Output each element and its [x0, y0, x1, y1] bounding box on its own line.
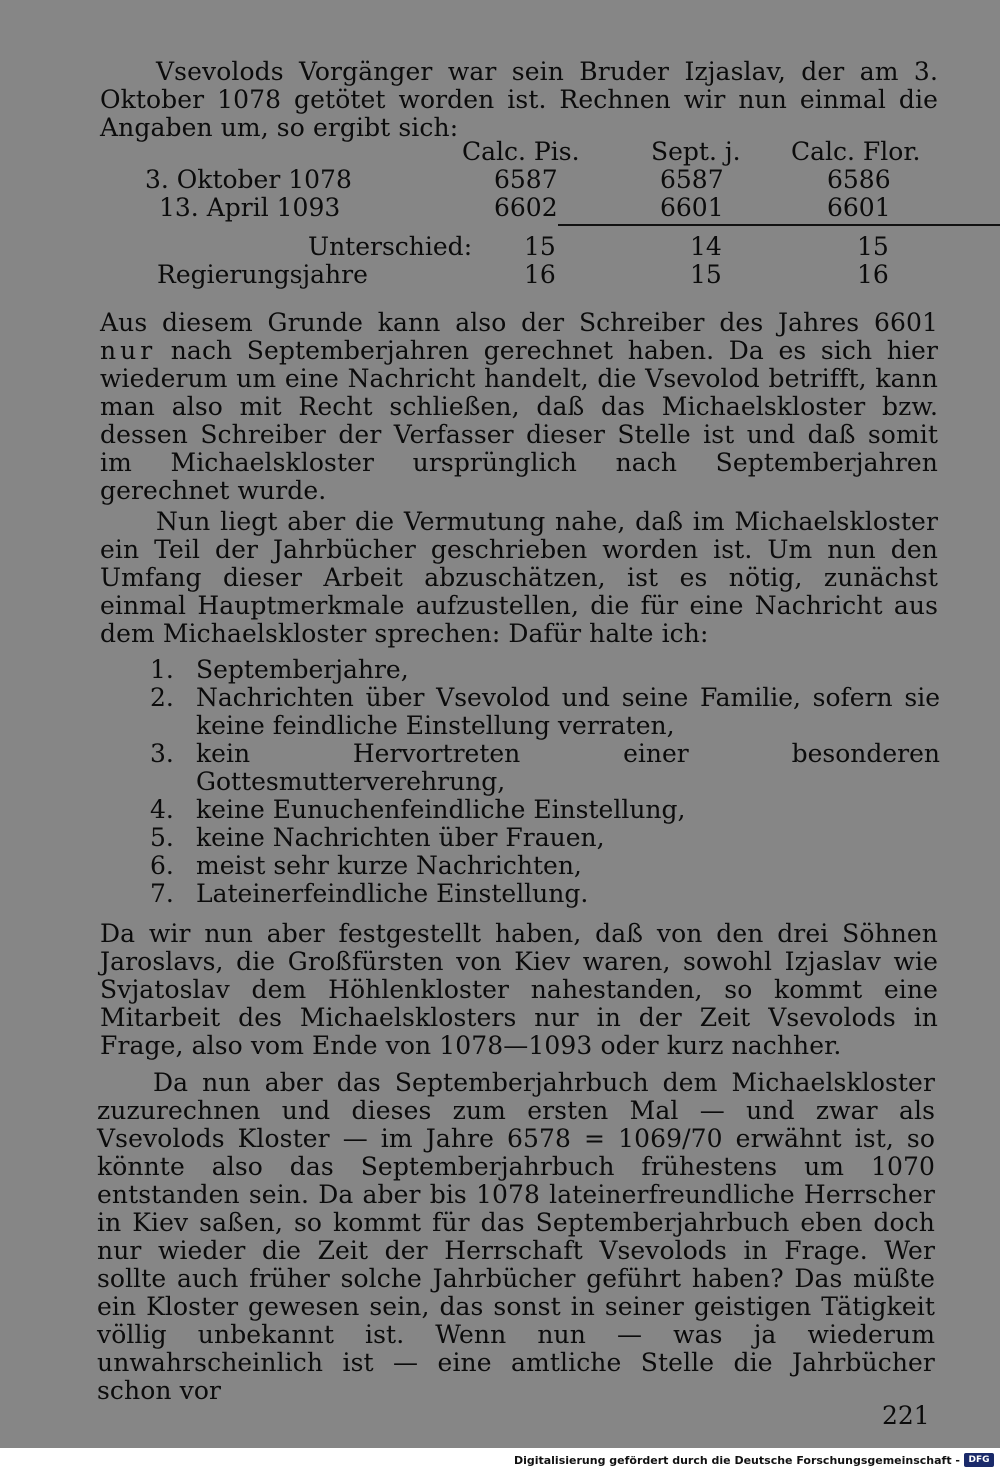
table-cell: 6587: [494, 165, 558, 194]
table-cell: 6602: [494, 193, 558, 222]
digitization-footer: [0, 1448, 1000, 1473]
list-text: keine Nachrichten über Frauen,: [196, 823, 605, 852]
paragraph-text: Vsevolods Vorgänger war sein Bruder Izjaslav, der am 3. Oktober 1078 getötet worden ist. Rechnen wir nun einmal die Angaben um, so ergibt sich:: [100, 57, 938, 142]
paragraph-conclusion: [100, 309, 938, 505]
table-cell: 15: [524, 232, 556, 261]
paragraph-collaboration: [100, 920, 938, 1060]
table-header-calc-pis: Calc. Pis.: [462, 137, 580, 166]
paragraph-features: [100, 508, 938, 648]
table-sum-rule: [558, 224, 1000, 226]
table-cell: 6587: [660, 165, 724, 194]
table-cell: 16: [857, 260, 889, 289]
list-item: [150, 852, 940, 880]
dfg-logo-icon[interactable]: DFG: [964, 1453, 994, 1467]
table-cell: 16: [524, 260, 556, 289]
table-diff-label: Unterschied:: [308, 232, 473, 261]
list-number: 1.: [150, 655, 174, 684]
table-header-sept-j: Sept. j.: [651, 137, 741, 166]
table-cell: 15: [690, 260, 722, 289]
list-text: meist sehr kurze Nachrichten,: [196, 851, 582, 880]
paragraph-text: Da wir nun aber festgestellt haben, daß von den drei Söhnen Jaroslavs, die Großfürsten von Kiev waren, sowohl Izjaslav wie Svjatoslav dem Höhlenkloster nahestanden, so kommt eine Mitarbeit des Michaelsklosters nur in der Zeit Vsevolods in Frage, also vom Ende von 1078—1093 oder kurz nachher.: [100, 919, 938, 1060]
list-text: Lateinerfeindliche Einstellung.: [196, 879, 589, 908]
table-cell: 14: [690, 232, 722, 261]
list-item: [150, 656, 940, 684]
table-cell: 15: [857, 232, 889, 261]
footer-credit: Digitalisierung gefördert durch die Deutsche Forschungsgemeinschaft -: [513, 1454, 960, 1467]
list-number: 5.: [150, 823, 174, 852]
list-text: Nachrichten über Vsevolod und seine Familie, sofern sie keine feindliche Einstellung verraten,: [196, 683, 940, 740]
list-number: 6.: [150, 851, 174, 880]
list-item: [150, 824, 940, 852]
table-row-label: 3. Oktober 1078: [145, 165, 352, 194]
paragraph-text-part: nach Septemberjahren gerechnet haben. Da es sich hier wiederum um eine Nachricht handelt, die Vsevolod betrifft, kann man also mit Recht schließen, daß das Michaelskloster bzw. dessen Schreiber der Verfasser dieser Stelle ist und daß somit im Michaelskloster ursprünglich nach Septemberjahren gerechnet wurde.: [100, 336, 939, 505]
table-cell: 6586: [827, 165, 891, 194]
list-text: kein Hervortreten einer besonderen Gottesmutterverehrung,: [196, 739, 940, 796]
list-text: Septemberjahre,: [196, 655, 409, 684]
table-cell: 6601: [660, 193, 724, 222]
list-item: [150, 740, 940, 796]
calculation-table: [100, 138, 940, 288]
table-header-calc-flor: Calc. Flor.: [791, 137, 921, 166]
feature-list: [150, 656, 940, 908]
page-number: 221: [882, 1401, 930, 1430]
paragraph-text-part: Aus diesem Grunde kann also der Schreiber des Jahres 6601: [100, 308, 938, 337]
paragraph-text: Da nun aber das Septemberjahrbuch dem Michaelskloster zuzurechnen und dieses zum ersten Mal — und zwar als Vsevolods Kloster — im Jahre 6578 = 1069/70 erwähnt ist, so könnte also das Septemberjahrbuch frühestens um 1070 entstanden sein. Da aber bis 1078 lateinerfreundliche Herrscher in Kiev saßen, so kommt für das Septemberjahrbuch eben doch nur wieder die Zeit der Herrschaft Vsevolods in Frage. Wer sollte auch früher solche Jahrbücher geführt haben? Das müßte ein Kloster gewesen sein, das sonst in seiner geistigen Tätigkeit völlig unbekannt ist. Wenn nun — was ja wiederum unwahrscheinlich ist — eine amtliche Stelle die Jahrbücher schon vor: [97, 1068, 935, 1405]
table-row-label: 13. April 1093: [159, 193, 341, 222]
list-number: 3.: [150, 739, 174, 768]
list-item: [150, 796, 940, 824]
emphasized-word: nur: [100, 336, 157, 365]
list-text: keine Eunuchenfeindliche Einstellung,: [196, 795, 686, 824]
list-number: 2.: [150, 683, 174, 712]
list-item: [150, 684, 940, 740]
paragraph-septemberjahrbuch: [97, 1069, 935, 1405]
table-years-label: Regierungsjahre: [157, 260, 368, 289]
table-cell: 6601: [827, 193, 891, 222]
list-number: 7.: [150, 879, 174, 908]
paragraph-intro: [100, 58, 938, 142]
paragraph-text: [100, 309, 938, 505]
paragraph-text: Nun liegt aber die Vermutung nahe, daß im Michaelskloster ein Teil der Jahrbücher geschrieben worden ist. Um nun den Umfang dieser Arbeit abzuschätzen, ist es nötig, zunächst einmal Hauptmerkmale aufzustellen, die für eine Nachricht aus dem Michaelskloster sprechen: Dafür halte ich:: [100, 507, 938, 648]
list-item: [150, 880, 940, 908]
list-number: 4.: [150, 795, 174, 824]
